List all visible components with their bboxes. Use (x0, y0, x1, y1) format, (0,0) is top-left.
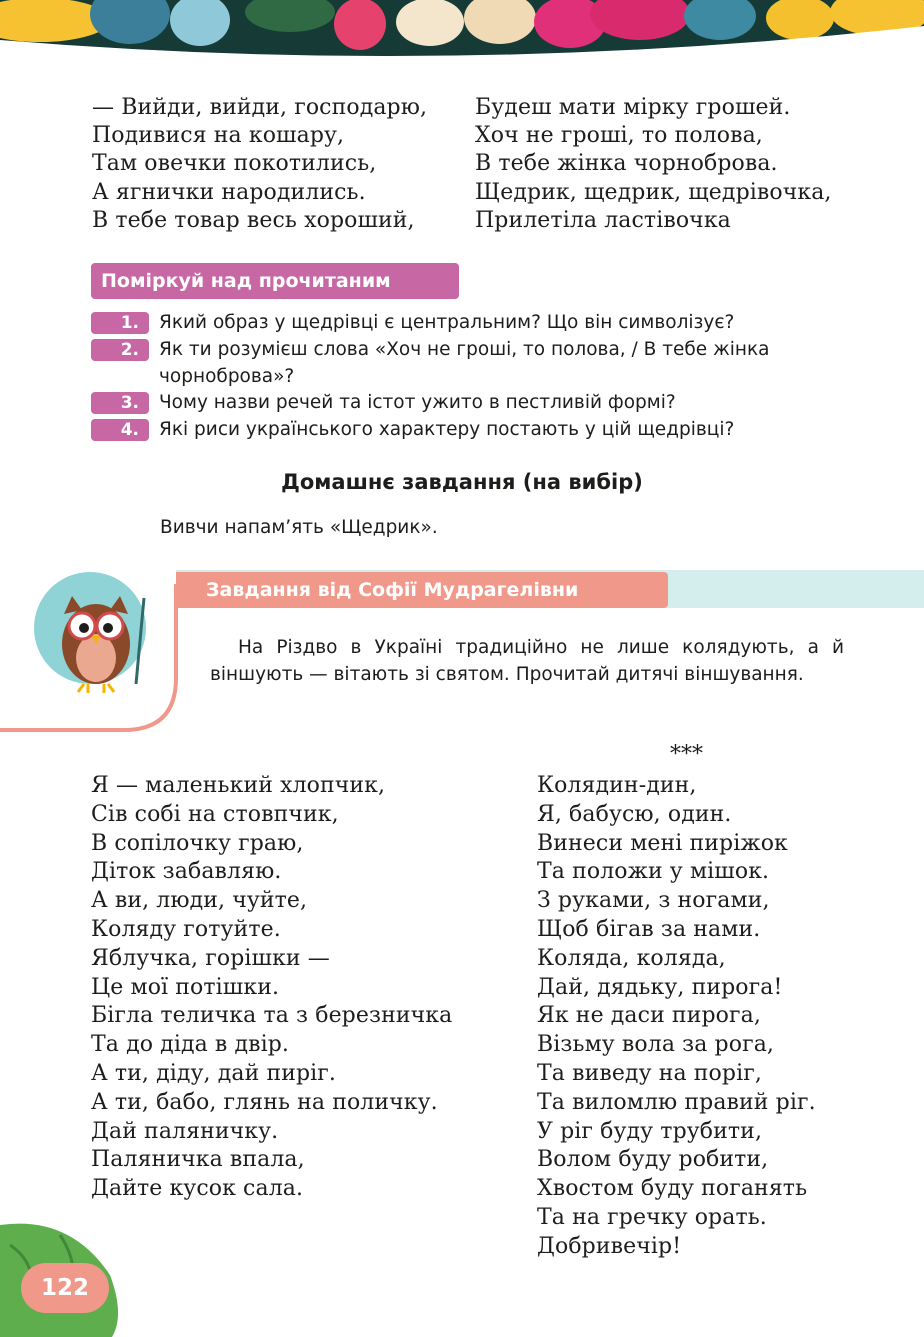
poem-line: В тебе жінка чорноброва. (475, 151, 778, 177)
poem-line: Волом буду робити, (537, 1147, 769, 1173)
flower-banner (0, 0, 924, 62)
poem-line: Та виломлю правий ріг. (537, 1089, 816, 1115)
question-text: Чому назви речей та істот ужито в пестливій формі? (159, 392, 676, 413)
question-number: 1. (91, 312, 149, 334)
sofia-task-text: На Різдво в Україні традиційно не лише колядують, а й віншують — вітають зі святом. Прочитай дитячі віншування. (210, 637, 844, 685)
poem-line: А ти, бабо, глянь на поличку. (91, 1089, 438, 1115)
poem-line: Дай, дядьку, пирога! (537, 974, 783, 1000)
poem-line: Візьму вола за рога, (537, 1032, 775, 1058)
poem-line: Яблучка, горішки — (91, 945, 330, 971)
poem-line: В тебе товар весь хороший, (92, 207, 415, 233)
poem-top-right-column (475, 94, 832, 235)
poem-line: Щедрик, щедрик, щедрівочка, (475, 179, 832, 205)
sofia-task-title: Завдання від Софії Мудрагелівни (176, 572, 668, 608)
poem-line: Та виведу на поріг, (537, 1060, 762, 1086)
question-number: 4. (91, 419, 149, 441)
poem-line: Я, бабусю, один. (537, 801, 732, 827)
poem-line: — Вийди, вийди, господарю, (92, 95, 428, 120)
poem-line: Та положи у мішок. (537, 859, 770, 885)
stars-separator: *** (670, 742, 703, 767)
poem-line: А ягнички народились. (92, 179, 366, 205)
poem-line: А ти, діду, дай пиріг. (91, 1060, 337, 1086)
poem-line: Це мої потішки. (91, 974, 280, 1000)
owl-mascot-icon (36, 574, 160, 698)
poem-line: Як не даси пирога, (537, 1003, 761, 1029)
reflect-section-title: Поміркуй над прочитаним (91, 263, 459, 299)
poem-line: Діток забавляю. (91, 859, 282, 885)
poem-line: Винеси мені пиріжок (537, 830, 788, 856)
poem-line: В сопілочку граю, (91, 830, 304, 856)
question-text: Як ти розумієш слова «Хоч не гроші, то полова, / В тебе жінка чорноброва»? (159, 339, 770, 387)
poem-line: Там овечки покотились, (92, 151, 377, 177)
question-text: Які риси українського характеру постають у цій щедрівці? (159, 419, 735, 440)
poem-line: Прилетіла ластівочка (475, 207, 731, 233)
poem-line: Хвостом буду поганять (537, 1176, 808, 1202)
poem-top-left-column (92, 94, 427, 235)
poem-line: Подивися на кошару, (92, 123, 345, 149)
poem-line: Колядин-дин, (537, 773, 697, 798)
poem-line: Добривечір! (537, 1233, 682, 1259)
poem-line: Дай паляничку. (91, 1118, 279, 1144)
poem-line: Та до діда в двір. (91, 1032, 290, 1058)
poem-line: Та на гречку орать. (537, 1204, 767, 1230)
poem-line: Дайте кусок сала. (91, 1176, 304, 1202)
poem-line: А ви, люди, чуйте, (91, 888, 308, 914)
question-number: 2. (91, 339, 149, 361)
question-text: Який образ у щедрівці є центральним? Що він символізує? (159, 312, 735, 333)
poem-left-column (91, 772, 452, 1204)
poem-line: У ріг буду трубити, (537, 1118, 763, 1144)
poem-right-column (537, 772, 816, 1262)
poem-line: З руками, з ногами, (537, 888, 770, 914)
question-number: 3. (91, 392, 149, 414)
poem-line: Я — маленький хлопчик, (91, 773, 386, 798)
poem-line: Сів собі на стовпчик, (91, 801, 339, 827)
poem-line: Паляничка впала, (91, 1147, 305, 1173)
poem-line: Коляда, коляда, (537, 945, 726, 971)
poem-line: Хоч не гроші, то полова, (475, 123, 763, 149)
poem-line: Коляду готуйте. (91, 916, 281, 942)
page-number: 122 (21, 1263, 109, 1313)
poem-line: Щоб бігав за нами. (537, 916, 761, 942)
poem-line: Бігла теличка та з березничка (91, 1003, 453, 1029)
homework-title: Домашнє завдання (на вибір) (281, 470, 643, 494)
poem-line: Будеш мати мірку грошей. (475, 95, 791, 120)
homework-text: Вивчи напам’ять «Щедрик». (160, 517, 438, 538)
